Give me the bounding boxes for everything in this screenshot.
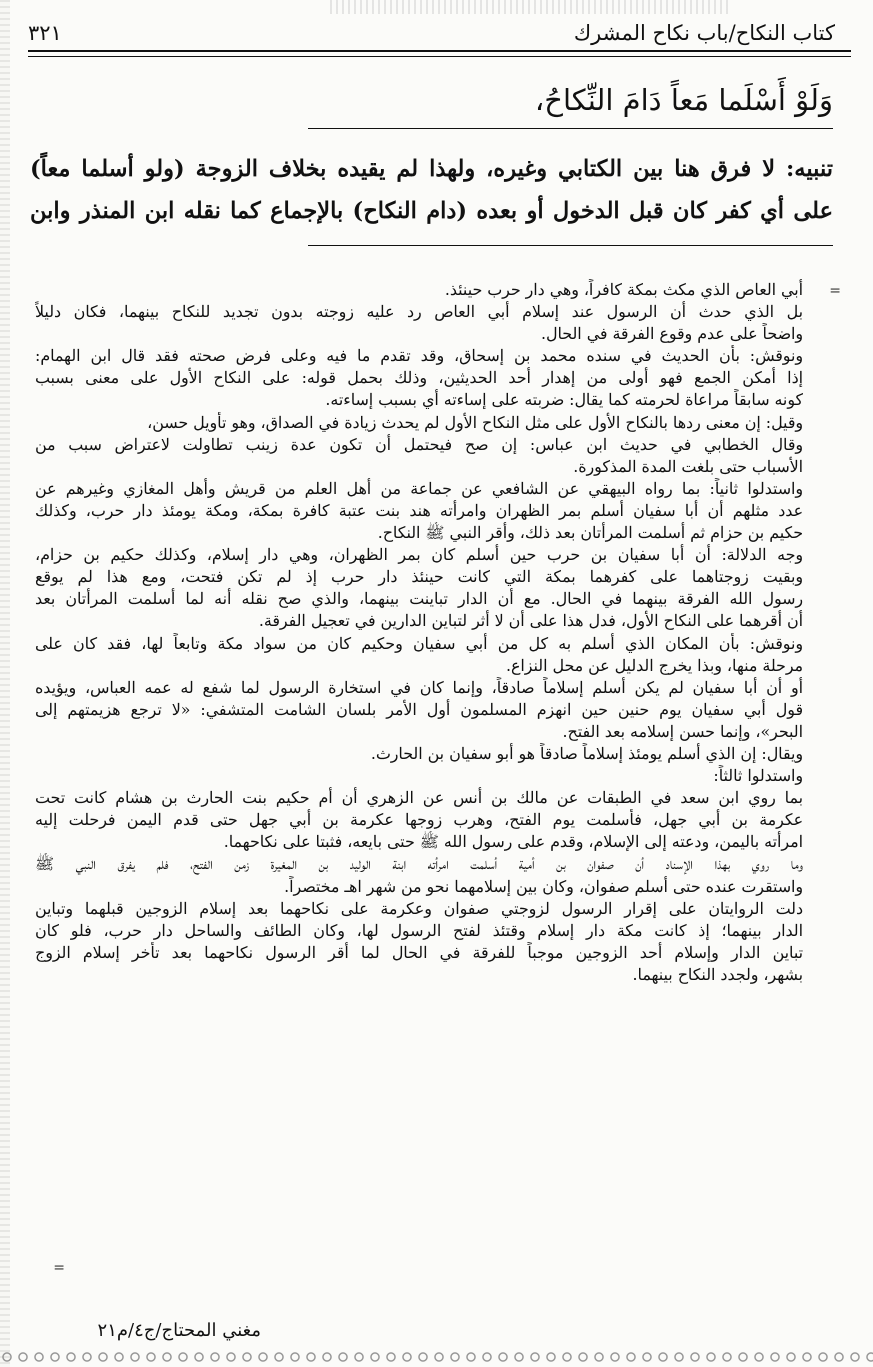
footnote-line: رسول الله الفرقة بينهما في الحال. مع أن الدار تباينت بينهما، والذي صح نقله أنه لما أسلمت المرأتان بعد	[35, 589, 803, 609]
footnote-line: الأسباب حتى بلغت المدة المذكورة.	[573, 456, 803, 476]
footnote-line: ونوقش: بأن المكان الذي أسلم به كل من أبي سفيان وحكيم كان من سواد مكة وتابعاً لها، فقد كان على	[35, 633, 803, 653]
footnote-line: وجه الدلالة: أن أبا سفيان بن حرب حين أسلم كان بمر الظهران، وهي دار إسلام، وكذلك حكيم بن حزام،	[35, 545, 803, 565]
scan-edge	[0, 0, 10, 1367]
footnote-line: ويقال: إن الذي أسلم يومئذ إسلاماً صادقاً هو أبو سفيان بن الحارث.	[370, 743, 803, 763]
footnote-line: وقيل: إن معنى ردها بالنكاح الأول على مثل النكاح الأول لم يحدث زيادة في الصداق، وهو تأويل حسن،	[147, 412, 803, 432]
page-number: ٣٢١	[28, 21, 62, 45]
footnote-line: دلت الروايتان على إقرار الرسول لزوجتي صفوان وعكرمة على نكاحهما بعد إسلام الزوجين قبلهما وتباين	[35, 898, 803, 918]
footnote-line: بما روي ابن سعد في الطبقات عن مالك بن أنس عن الزهري أن أم حكيم بنت الحارث بن هشام كانت تحت	[35, 788, 803, 808]
footnote-line: أبي العاص الذي مكث بمكة كافراً، وهي دار حرب حينئذ.	[444, 280, 803, 299]
footnote-line: واستدلوا ثانياً: بما رواه البيهقي عن الشافعي عن جماعة من أهل العلم من قريش وأهل المغازي وغيرهم عن	[35, 478, 803, 498]
footnote-line: ونوقش: بأن الحديث في سنده محمد بن إسحاق، وقد تقدم ما فيه وعلى فرض صحته فقد قال ابن الهمام:	[35, 346, 803, 366]
footnote-line: واضحاً على عدم وقوع الفرقة في الحال.	[540, 324, 803, 344]
footnote-line: وما روي بهذا الإسناد أن صفوان بن أمية أسلمت امرأته ابنة الوليد بن المغيرة زمن الفتح، فلم يفرق النبي ﷺ	[35, 854, 803, 874]
footnote-line: واستقرت عنده حتى أسلم صفوان، وكان بين إسلامهما نحو من شهر اهـ مختصراً.	[284, 876, 803, 896]
footnote-line: وبقيت زوجتاهما على كفرهما بمكة التي كانت حينئذ دار حرب إذ لم تكن فتحت، ومع هذا لم يوقع	[35, 567, 803, 587]
top-ornament	[330, 0, 730, 14]
tanbih-block	[30, 148, 833, 232]
matn-rule	[308, 128, 833, 129]
matn-text: وَلَوْ أَسْلَما مَعاً دَامَ النِّكاحُ،	[534, 83, 833, 117]
footnote-line: بشهر، ولجدد النكاح بينهما.	[632, 964, 803, 984]
footnote-block	[35, 279, 803, 986]
footnote-line: امرأته باليمن، ودعته إلى الإسلام، وقدم على رسول الله ﷺ حتى بايعه، فثبتا على نكاحهما.	[223, 832, 803, 852]
footnote-continuation-marker: =	[829, 283, 841, 299]
footnote-line: كونه سابقاً مراعاة لحرمته كما يقال: ضربته على إساءته أي بسبب إساءته.	[325, 390, 803, 410]
footnote-line: عكرمة بن أبي جهل، فأسلمت يوم الفتح، وهرب زوجها عكرمة بن أبي جهل حتى قدم اليمن فرحلت إليه	[35, 810, 803, 830]
running-title: كتاب النكاح/باب نكاح المشرك	[573, 21, 835, 45]
footnote-line: مرحلة منها، وبذا يخرج الدليل عن محل النزاع.	[505, 655, 803, 675]
tanbih-line: على أي كفر كان قبل الدخول أو بعده (دام النكاح) بالإجماع كما نقله ابن المنذر وابن	[30, 198, 833, 224]
footnote-end-marker: =	[53, 1260, 65, 1276]
tanbih-line: تنبيه: لا فرق هنا بين الكتابي وغيره، ولهذا لم يقيده بخلاف الزوجة (ولو أسلما معاً)	[30, 156, 833, 182]
commentary-rule	[308, 245, 833, 246]
footnote-line: أو أن أبا سفيان لم يكن أسلم إسلاماً صادقاً، وإنما كان في استخارة الرسول لما شفع له عمه العباس، ويؤيده	[35, 677, 803, 697]
running-header	[28, 18, 835, 48]
footnote-line: أن أقرهما على النكاح الأول، فدل هذا على أن لا أثر لتباين الدارين في تعجيل الفرقة.	[258, 611, 803, 631]
footnote-line: وقال الخطابي في حديث ابن عباس: إن صح فيحتمل أن تكون عدة زينب تطاولت لاعتراض سبب من	[35, 434, 803, 454]
footnote-line: قول أبي سفيان يوم حنين حين انهزم المسلمون أول الأمر بلسان الشامت المتشفي: «لا ترجع هزيمتهم إلى	[35, 699, 803, 719]
footnote-line: واستدلوا ثالثاً:	[713, 766, 803, 786]
footnote-line: البحر»، وإنما حسن إسلامه بعد الفتح.	[562, 721, 803, 741]
header-rule	[28, 50, 851, 57]
bottom-ornament	[0, 1350, 873, 1364]
footnote-line: تباين الدار وإسلام أحد الزوجين موجباً للفرقة في الحال لما أقر الرسول نكاحهما بعد تأخر إسلام الزوج	[35, 942, 803, 962]
footer-reference: مغني المحتاج/ج٤/م٢١	[97, 1320, 261, 1341]
footnote-line: عدد مثلهم أن أبا سفيان أسلم بمر الظهران وامرأته هند بنت عتبة كافرة بمكة، ومكة يومئذ دار حرب، وكذلك	[35, 500, 803, 520]
footnote-line: بل الذي حدث أن الرسول عند إسلام أبي العاص رد عليه زوجته بدون تجديد للنكاح بينهما، فكان دليلاً	[35, 302, 803, 322]
footnote-line: الدار بينهما؛ إذ كانت مكة دار إسلام وقتئذ لفتح الرسول لها، وكان الطائف والساحل دار حرب، فلو كان	[35, 920, 803, 940]
footnote-line: حكيم بن حزام ثم أسلمت المرأتان بعد ذلك، وأقر النبي ﷺ النكاح.	[377, 523, 803, 543]
footnote-line: إذا أمكن الجمع فهو أولى من إهدار أحد الحديثين، وذلك بحمل قوله: على النكاح الأول على معنى بسبب	[35, 368, 803, 388]
